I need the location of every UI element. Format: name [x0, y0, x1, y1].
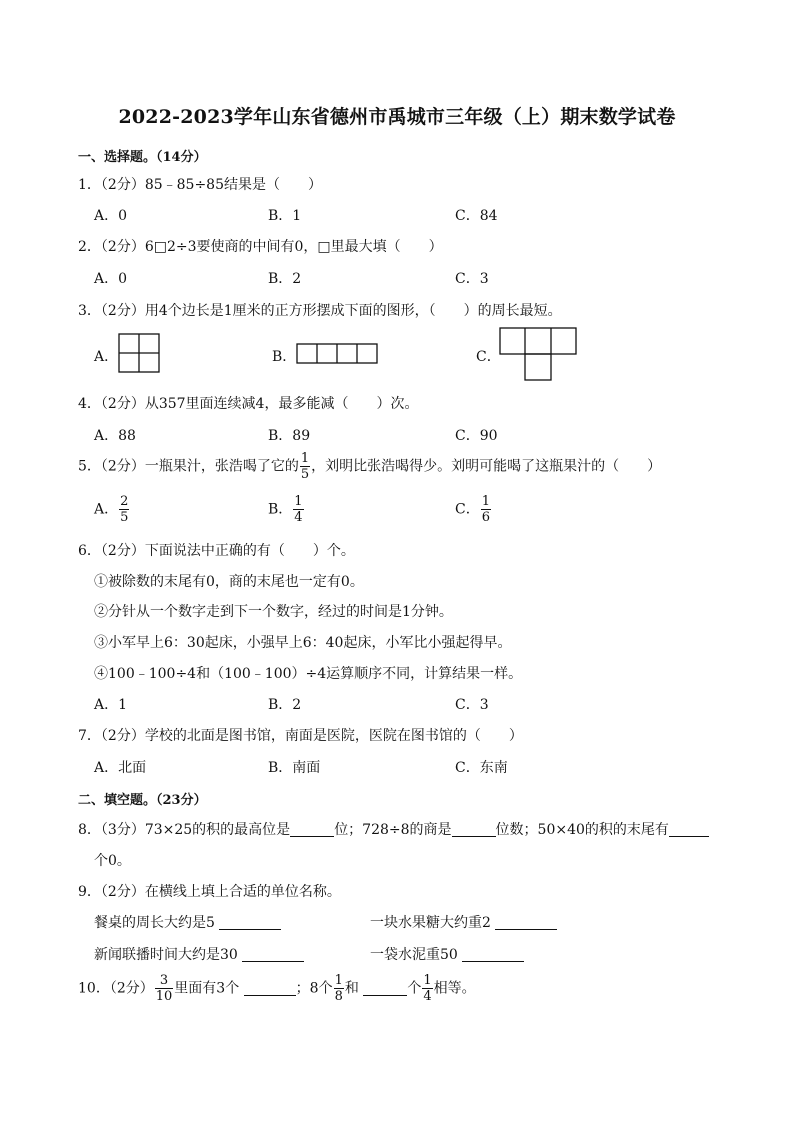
q4-option-c: C．90: [455, 428, 498, 444]
q6-option-a: A．1: [94, 697, 128, 713]
q6-statement-4: ④100﹣100÷4和（100﹣100）÷4运算顺序不同，计算结果一样。: [94, 666, 523, 682]
fraction-numerator: 3: [155, 973, 174, 989]
answer-blank[interactable]: [363, 981, 407, 996]
q2-option-c: C．3: [455, 271, 489, 287]
t-shape-figure: [499, 327, 579, 383]
option-label: C．: [455, 501, 480, 518]
fraction-numerator: 1: [334, 973, 343, 988]
option-fraction: [119, 494, 129, 525]
exam-title: 2022-2023学年山东省德州市禹城市三年级（上）期末数学试卷: [118, 106, 676, 128]
question-6: 6．（2分）下面说法中正确的有（ ）个。: [78, 543, 355, 559]
q10-part-1: 里面有3个: [174, 980, 240, 997]
q10-fraction-2: [334, 973, 344, 1004]
option-fraction: [481, 494, 491, 525]
q4-option-b: B．89: [268, 428, 311, 444]
fraction-denominator: 4: [294, 510, 303, 525]
answer-blank[interactable]: [495, 915, 557, 930]
section-choice-heading: 一、选择题。（14分）: [78, 150, 207, 165]
answer-blank[interactable]: [219, 915, 281, 930]
fraction-denominator: 10: [155, 989, 173, 1004]
q7-option-a: A．北面: [94, 760, 147, 776]
fraction-numerator: 1: [294, 494, 303, 509]
q2-option-b: B．2: [268, 271, 302, 287]
answer-blank[interactable]: [462, 947, 524, 962]
square-2x2-figure: [118, 333, 162, 373]
q1-option-b: B．1: [268, 208, 302, 224]
q5-option-b: [268, 494, 305, 525]
q5-option-c: [455, 494, 492, 525]
q3-option-b: B．: [272, 349, 297, 365]
fraction-denominator: 5: [120, 510, 129, 525]
q8-part-1: 8．（3分）73×25的积的最高位是: [78, 822, 291, 838]
q8-part-3: 位数；50×40的积的末尾有: [495, 822, 669, 838]
fraction-denominator: 8: [334, 989, 343, 1004]
q10-part-2: ；8个: [295, 980, 333, 997]
answer-blank[interactable]: [290, 822, 334, 837]
fraction-denominator: 4: [423, 989, 432, 1004]
section-fill-heading: 二、填空题。（23分）: [78, 793, 207, 808]
fraction-numerator: 1: [300, 451, 310, 466]
q2-option-a: A．0: [94, 271, 128, 287]
answer-blank[interactable]: [242, 947, 304, 962]
q9-item-3: [94, 944, 304, 964]
answer-blank[interactable]: [244, 981, 296, 996]
question-1: 1．（2分）85﹣85÷85结果是（ ）: [78, 177, 322, 193]
option-label: B．: [268, 501, 293, 518]
q5-text-end: ，刘明比张浩喝得少。刘明可能喝了这瓶果汁的（ ）: [311, 458, 662, 475]
answer-blank[interactable]: [452, 822, 496, 837]
answer-blank[interactable]: [669, 822, 709, 837]
q8-part-2: 位；728÷8的商是: [334, 822, 452, 838]
question-9: 9．（2分）在横线上填上合适的单位名称。: [78, 884, 341, 900]
q6-statement-1: ①被除数的末尾有0，商的末尾也一定有0。: [94, 574, 364, 590]
item-text: 餐桌的周长大约是5: [94, 915, 215, 931]
q3-option-c: C．: [476, 349, 501, 365]
fraction-numerator: 1: [423, 973, 432, 988]
q7-option-c: C．东南: [455, 760, 508, 776]
question-8: [78, 819, 709, 839]
q10-part-4: 个: [407, 980, 422, 997]
q10-label: 10．（2分）: [78, 980, 154, 997]
option-label: A．: [94, 501, 119, 518]
q5-text-start: 5．（2分）一瓶果汁，张浩喝了它的: [78, 458, 299, 475]
q1-option-c: C．84: [455, 208, 498, 224]
item-text: 一袋水泥重50: [370, 947, 458, 963]
fraction-numerator: 1: [481, 494, 490, 509]
q4-option-a: A．88: [94, 428, 136, 444]
q5-option-a: [94, 494, 130, 525]
q6-option-b: B．2: [268, 697, 302, 713]
q9-item-4: [370, 944, 524, 964]
q10-part-5: 相等。: [433, 980, 476, 997]
question-2: 2．（2分）6□2÷3要使商的中间有0，□里最大填（ ）: [78, 239, 443, 255]
question-10: [78, 973, 476, 1004]
q10-part-3: 和: [344, 980, 359, 997]
q1-option-a: A．0: [94, 208, 128, 224]
q9-item-1: [94, 912, 281, 932]
item-text: 新闻联播时间大约是30: [94, 947, 238, 963]
q6-statement-3: ③小军早上6：30起床，小强早上6：40起床，小军比小强起得早。: [94, 635, 512, 651]
fraction-denominator: 6: [481, 510, 490, 525]
q10-fraction-1: [155, 973, 174, 1004]
q5-fraction: [300, 451, 310, 482]
q7-option-b: B．南面: [268, 760, 321, 776]
fraction-denominator: 5: [300, 467, 310, 482]
q3-option-a: A．: [94, 349, 119, 365]
q9-item-2: [370, 912, 557, 932]
item-text: 一块水果糖大约重2: [370, 915, 491, 931]
question-5: [78, 451, 661, 482]
question-7: 7．（2分）学校的北面是图书馆，南面是医院，医院在图书馆的（ ）: [78, 728, 523, 744]
square-row-figure: [296, 343, 380, 365]
q8-continuation: 个0。: [94, 853, 131, 869]
fraction-numerator: 2: [120, 494, 129, 509]
question-3: 3．（2分）用4个边长是1厘米的正方形摆成下面的图形，（ ）的周长最短。: [78, 303, 562, 319]
q6-statement-2: ②分针从一个数字走到下一个数字，经过的时间是1分钟。: [94, 604, 453, 620]
question-4: 4．（2分）从357里面连续减4，最多能减（ ）次。: [78, 396, 419, 412]
option-fraction: [293, 494, 303, 525]
q10-fraction-3: [422, 973, 432, 1004]
q6-option-c: C．3: [455, 697, 489, 713]
